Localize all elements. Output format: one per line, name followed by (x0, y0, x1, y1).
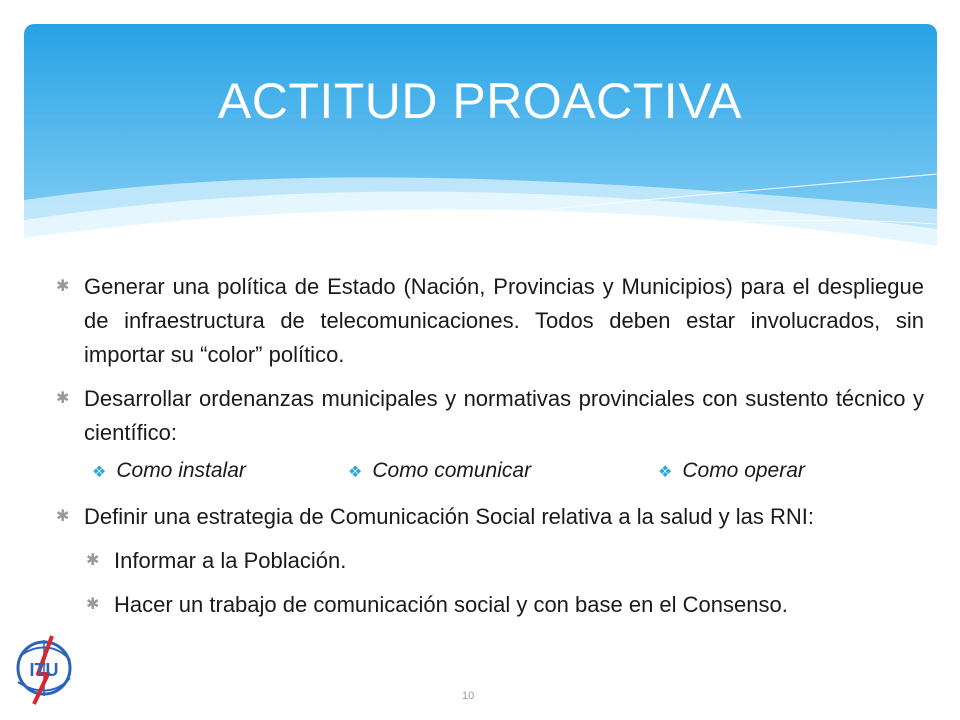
bullet-item (56, 270, 924, 372)
header-wave-graphic (24, 24, 937, 260)
slide-title: ACTITUD PROACTIVA (217, 73, 743, 129)
slide-body (56, 270, 924, 622)
itu-logo-icon (12, 634, 76, 711)
bullet-star-icon: ✱ (56, 508, 70, 525)
bullet-item (56, 500, 924, 534)
bullet-star-icon: ✱ (86, 552, 100, 569)
bullet-item (56, 382, 924, 450)
diamond-bullet-icon: ❖ (658, 464, 673, 481)
sub-bullet-text: Hacer un trabajo de comunicación social y con base en el Consenso. (114, 592, 788, 617)
bullet-star-icon: ✱ (56, 278, 70, 295)
bullet-star-icon: ✱ (56, 390, 70, 407)
page-number: 10 (462, 690, 475, 702)
sub-bullet-item (86, 544, 924, 578)
title-header-band (24, 24, 937, 260)
sub-items-row (56, 456, 924, 490)
bullet-text: Desarrollar ordenanzas municipales y normativas provinciales con sustento técnico y científico: (84, 386, 924, 445)
sub-item-label: Como instalar (116, 459, 246, 482)
bullet-text: Definir una estrategia de Comunicación Social relativa a la salud y las RNI: (84, 504, 815, 529)
diamond-bullet-icon: ❖ (348, 464, 363, 481)
sub-bullet-item (86, 588, 924, 622)
sub-item-label: Como operar (682, 459, 805, 482)
diamond-bullet-icon: ❖ (92, 464, 107, 481)
sub-item (92, 456, 246, 488)
bullet-text: Generar una política de Estado (Nación, Provincias y Municipios) para el despliegue de infraestructura de telecomunicaciones. Todos deben estar involucrados, sin importar su “color” político. (84, 274, 924, 367)
sub-item (348, 456, 531, 488)
sub-item (658, 456, 805, 488)
sub-bullet-text: Informar a la Población. (114, 548, 347, 573)
logo-text: ITU (29, 660, 59, 680)
sub-item-label: Como comunicar (372, 459, 532, 482)
bullet-star-icon: ✱ (86, 596, 100, 613)
